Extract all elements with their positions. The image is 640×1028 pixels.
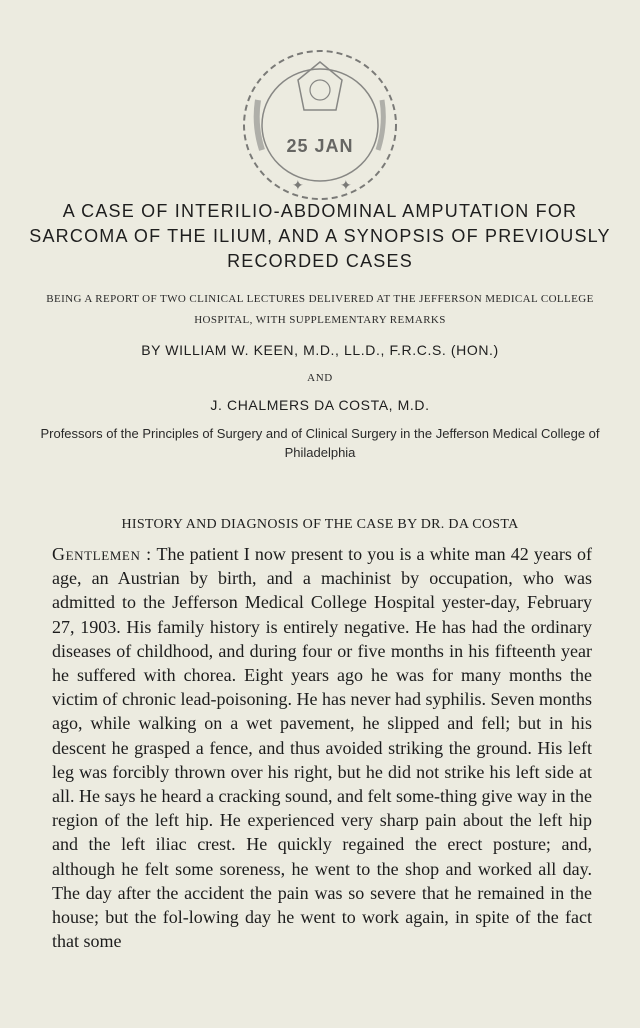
salutation: Gentlemen : [52, 544, 152, 564]
second-author: J. CHALMERS DA COSTA, M.D. [210, 397, 430, 413]
author-affiliation: Professors of the Principles of Surgery and of Clinical Surgery in the Jefferson Medical College of Philadelphia [40, 426, 600, 460]
author-conjunction: AND [307, 372, 333, 384]
stamp-date: 25 JAN [286, 136, 354, 156]
library-stamp-icon [228, 40, 412, 210]
svg-text:✦: ✦ [340, 177, 352, 193]
author-byline: BY WILLIAM W. KEEN, M.D., LL.D., F.R.C.S. (HON.) [141, 342, 499, 358]
section-heading: HISTORY AND DIAGNOSIS OF THE CASE BY DR. DA COSTA [121, 517, 519, 532]
body-paragraph-text: The patient I now present to you is a white man 42 years of age, an Austrian by birth, and a machinist by occupation, who was admitted to the Jefferson Medical College Hospital yester-day, February 27, 1903. His family history is entirely negative. He has had the ordinary diseases of childhood, and during four or five months in his fifteenth year he suffered with chorea. Eight years ago he was for many months the victim of chronic lead-poisoning. He has never had syphilis. Seven months ago, while walking on a wet pavement, he slipped and fell; but in his descent he grasped a fence, and thus avoided striking the ground. His left leg was forcibly thrown over his right, but he did not strike his left side at all. He says he heard a cracking sound, and felt some-thing give way in the region of the left hip. He experienced very sharp pain about the left hip and the left iliac crest. He quickly regained the erect posture; and, although he felt some soreness, he went to the shop and worked all day. The day after the accident the pain was so severe that he remained in the house; but the fol-lowing day he went to work again, in spite of the fact that some [52, 544, 593, 952]
document-subtitle: BEING A REPORT OF TWO CLINICAL LECTURES DELIVERED AT THE JEFFERSON MEDICAL COLLEGE HOSPITAL, WITH SUPPLEMENTARY REMARKS [46, 293, 594, 326]
svg-text:✦: ✦ [292, 177, 304, 193]
body-paragraph [52, 542, 592, 953]
document-title: A CASE OF INTERILIO-ABDOMINAL AMPUTATION FOR SARCOMA OF THE ILIUM, AND A SYNOPSIS OF PREVIOUSLY RECORDED CASES [29, 201, 611, 271]
